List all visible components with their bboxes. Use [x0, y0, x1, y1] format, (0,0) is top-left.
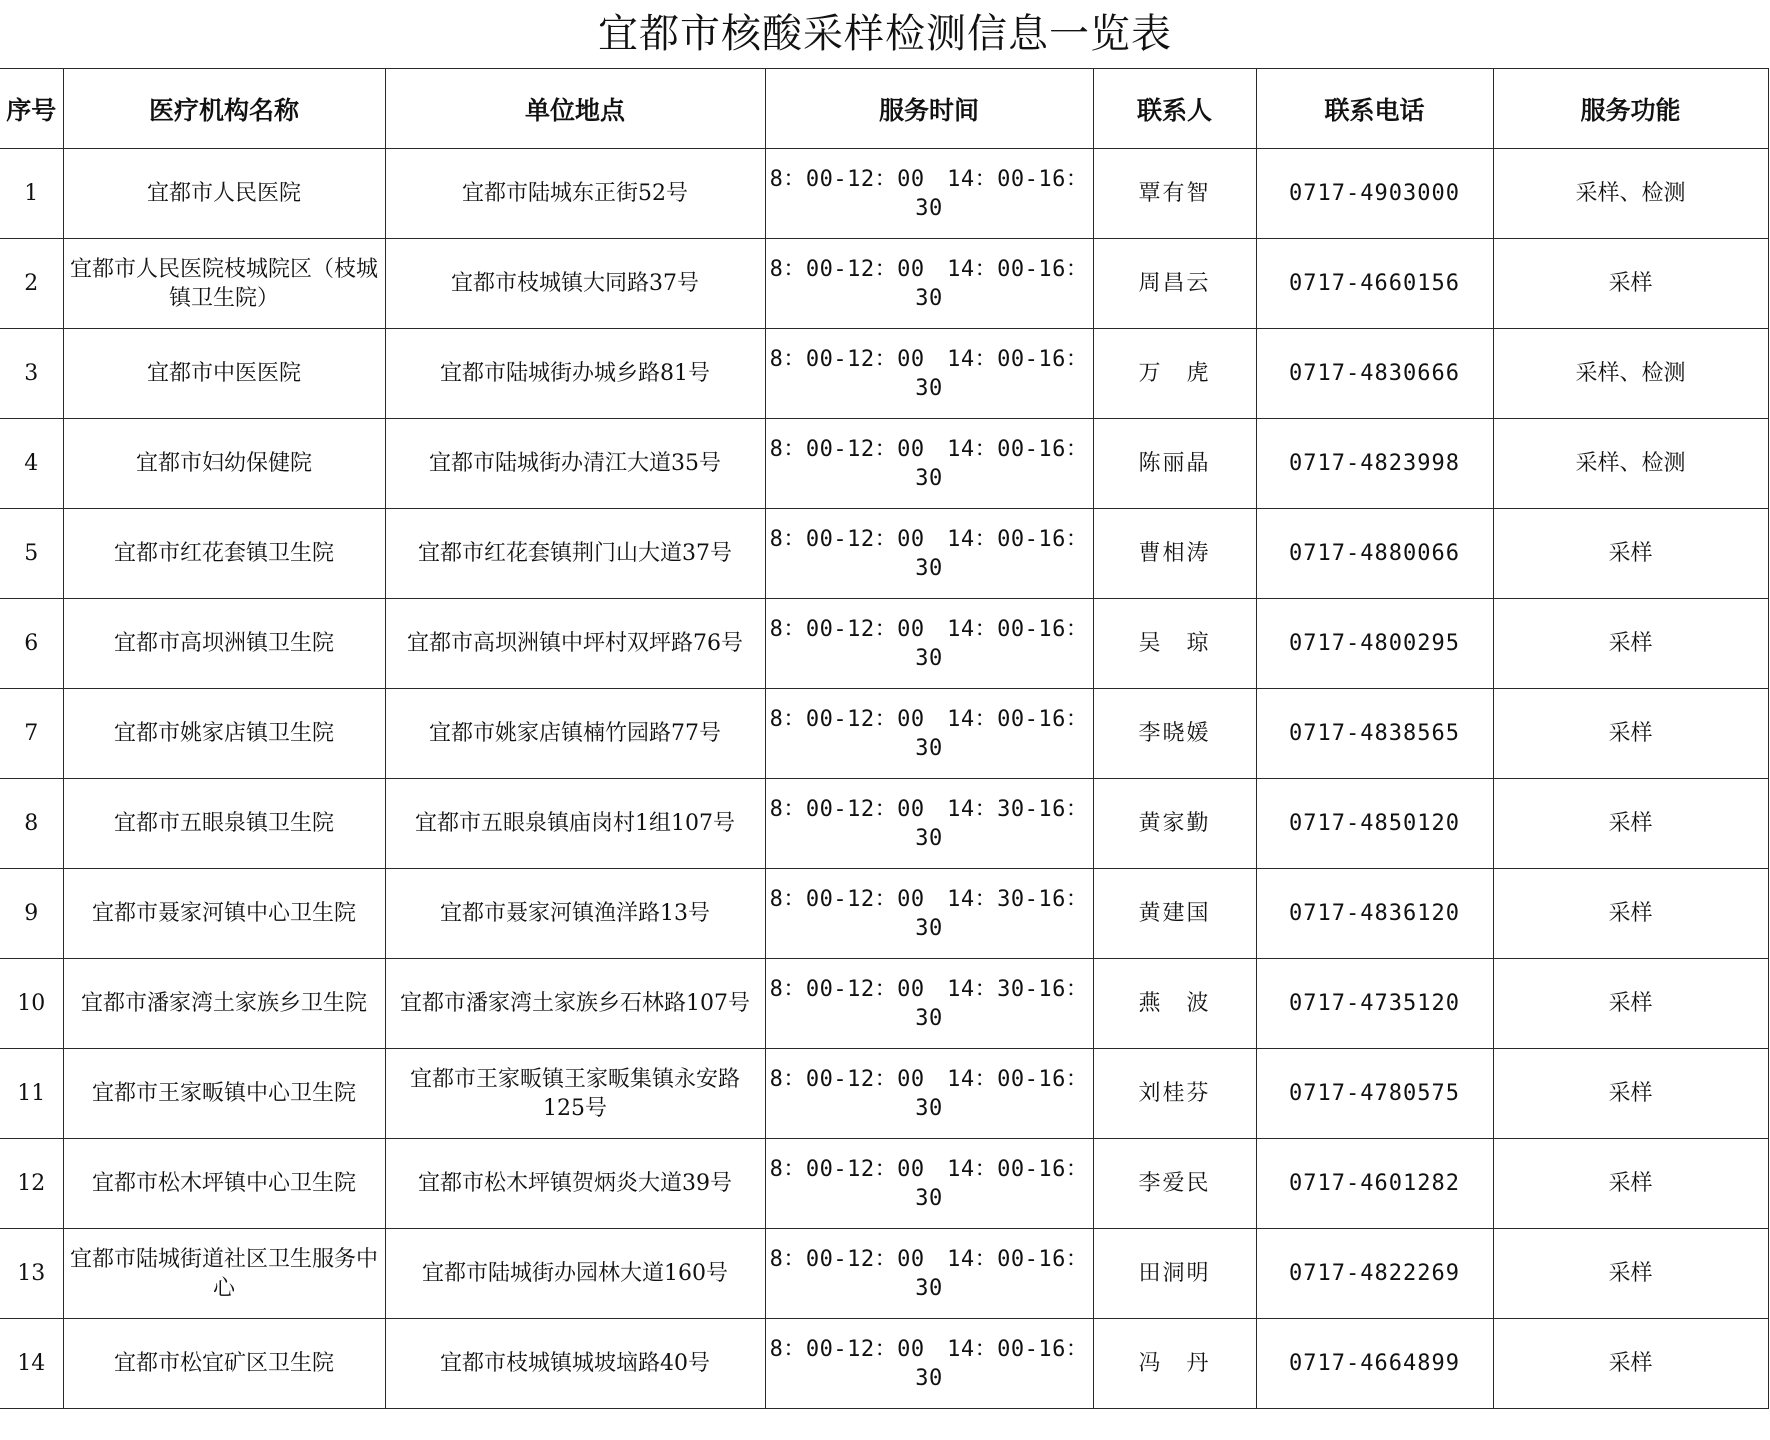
cell-number: 1: [0, 149, 63, 239]
cell-institution-name: 宜都市王家畈镇中心卫生院: [63, 1049, 385, 1139]
sampling-info-table: [0, 68, 1769, 1409]
cell-contact: 万 虎: [1093, 329, 1256, 419]
cell-phone: 0717-4735120: [1256, 959, 1493, 1049]
cell-number: 11: [0, 1049, 63, 1139]
cell-service-function: 采样、检测: [1493, 419, 1768, 509]
table-row: [0, 419, 1768, 509]
cell-number: 9: [0, 869, 63, 959]
cell-service-function: 采样: [1493, 1229, 1768, 1319]
cell-phone: 0717-4664899: [1256, 1319, 1493, 1409]
cell-institution-name: 宜都市人民医院枝城院区（枝城镇卫生院）: [63, 239, 385, 329]
cell-service-function: 采样: [1493, 509, 1768, 599]
cell-number: 14: [0, 1319, 63, 1409]
header-number: 序号: [0, 69, 63, 149]
cell-service-function: 采样、检测: [1493, 329, 1768, 419]
cell-number: 3: [0, 329, 63, 419]
cell-service-function: 采样: [1493, 869, 1768, 959]
cell-number: 7: [0, 689, 63, 779]
cell-service-time: 8：00-12：00 14：00-16：30: [765, 1229, 1093, 1319]
cell-institution-name: 宜都市五眼泉镇卫生院: [63, 779, 385, 869]
cell-institution-name: 宜都市陆城街道社区卫生服务中心: [63, 1229, 385, 1319]
table-row: [0, 599, 1768, 689]
cell-address: 宜都市潘家湾土家族乡石林路107号: [385, 959, 765, 1049]
header-service-function: 服务功能: [1493, 69, 1768, 149]
cell-institution-name: 宜都市人民医院: [63, 149, 385, 239]
page-title: 宜都市核酸采样检测信息一览表: [598, 11, 1172, 57]
table-row: [0, 689, 1768, 779]
cell-service-time: 8：00-12：00 14：00-16：30: [765, 1049, 1093, 1139]
cell-address: 宜都市陆城街办清江大道35号: [385, 419, 765, 509]
table-row: [0, 1319, 1768, 1409]
table-row: [0, 1139, 1768, 1229]
cell-address: 宜都市松木坪镇贺炳炎大道39号: [385, 1139, 765, 1229]
cell-service-function: 采样: [1493, 1319, 1768, 1409]
cell-address: 宜都市高坝洲镇中坪村双坪路76号: [385, 599, 765, 689]
cell-contact: 李晓媛: [1093, 689, 1256, 779]
table-row: [0, 509, 1768, 599]
cell-number: 8: [0, 779, 63, 869]
header-phone: 联系电话: [1256, 69, 1493, 149]
cell-institution-name: 宜都市姚家店镇卫生院: [63, 689, 385, 779]
cell-contact: 燕 波: [1093, 959, 1256, 1049]
cell-contact: 陈丽晶: [1093, 419, 1256, 509]
cell-service-function: 采样: [1493, 1139, 1768, 1229]
cell-contact: 周昌云: [1093, 239, 1256, 329]
cell-institution-name: 宜都市潘家湾土家族乡卫生院: [63, 959, 385, 1049]
cell-contact: 覃有智: [1093, 149, 1256, 239]
cell-service-time: 8：00-12：00 14：00-16：30: [765, 239, 1093, 329]
cell-service-time: 8：00-12：00 14：00-16：30: [765, 1139, 1093, 1229]
cell-institution-name: 宜都市妇幼保健院: [63, 419, 385, 509]
cell-address: 宜都市聂家河镇渔洋路13号: [385, 869, 765, 959]
header-address: 单位地点: [385, 69, 765, 149]
cell-contact: 曹相涛: [1093, 509, 1256, 599]
cell-number: 2: [0, 239, 63, 329]
cell-phone: 0717-4836120: [1256, 869, 1493, 959]
cell-institution-name: 宜都市高坝洲镇卫生院: [63, 599, 385, 689]
cell-service-function: 采样: [1493, 239, 1768, 329]
cell-service-function: 采样: [1493, 959, 1768, 1049]
cell-service-time: 8：00-12：00 14：00-16：30: [765, 149, 1093, 239]
cell-service-function: 采样: [1493, 599, 1768, 689]
cell-number: 4: [0, 419, 63, 509]
cell-service-time: 8：00-12：00 14：00-16：30: [765, 599, 1093, 689]
cell-phone: 0717-4822269: [1256, 1229, 1493, 1319]
cell-contact: 李爱民: [1093, 1139, 1256, 1229]
table-body: [0, 149, 1768, 1409]
cell-service-time: 8：00-12：00 14：30-16：30: [765, 869, 1093, 959]
table-row: [0, 869, 1768, 959]
cell-service-time: 8：00-12：00 14：00-16：30: [765, 419, 1093, 509]
cell-service-function: 采样: [1493, 689, 1768, 779]
cell-institution-name: 宜都市松木坪镇中心卫生院: [63, 1139, 385, 1229]
cell-institution-name: 宜都市红花套镇卫生院: [63, 509, 385, 599]
cell-phone: 0717-4660156: [1256, 239, 1493, 329]
header-contact: 联系人: [1093, 69, 1256, 149]
cell-phone: 0717-4830666: [1256, 329, 1493, 419]
cell-service-function: 采样: [1493, 779, 1768, 869]
cell-address: 宜都市陆城街办城乡路81号: [385, 329, 765, 419]
cell-service-time: 8：00-12：00 14：30-16：30: [765, 959, 1093, 1049]
cell-phone: 0717-4903000: [1256, 149, 1493, 239]
cell-service-function: 采样、检测: [1493, 149, 1768, 239]
cell-number: 13: [0, 1229, 63, 1319]
cell-number: 6: [0, 599, 63, 689]
cell-service-time: 8：00-12：00 14：30-16：30: [765, 779, 1093, 869]
table-row: [0, 779, 1768, 869]
table-row: [0, 149, 1768, 239]
cell-contact: 吴 琼: [1093, 599, 1256, 689]
cell-address: 宜都市五眼泉镇庙岗村1组107号: [385, 779, 765, 869]
header-institution-name: 医疗机构名称: [63, 69, 385, 149]
cell-contact: 黄家勤: [1093, 779, 1256, 869]
cell-service-function: 采样: [1493, 1049, 1768, 1139]
cell-institution-name: 宜都市聂家河镇中心卫生院: [63, 869, 385, 959]
cell-address: 宜都市红花套镇荆门山大道37号: [385, 509, 765, 599]
table-header-row: [0, 69, 1768, 149]
table-row: [0, 1229, 1768, 1319]
cell-address: 宜都市姚家店镇楠竹园路77号: [385, 689, 765, 779]
cell-contact: 田洞明: [1093, 1229, 1256, 1319]
table-row: [0, 329, 1768, 419]
cell-phone: 0717-4601282: [1256, 1139, 1493, 1229]
cell-number: 12: [0, 1139, 63, 1229]
cell-service-time: 8：00-12：00 14：00-16：30: [765, 509, 1093, 599]
cell-institution-name: 宜都市松宜矿区卫生院: [63, 1319, 385, 1409]
cell-service-time: 8：00-12：00 14：00-16：30: [765, 329, 1093, 419]
cell-number: 5: [0, 509, 63, 599]
cell-address: 宜都市陆城街办园林大道160号: [385, 1229, 765, 1319]
cell-phone: 0717-4780575: [1256, 1049, 1493, 1139]
table-row: [0, 1049, 1768, 1139]
cell-phone: 0717-4800295: [1256, 599, 1493, 689]
cell-address: 宜都市陆城东正街52号: [385, 149, 765, 239]
cell-address: 宜都市枝城镇大同路37号: [385, 239, 765, 329]
cell-phone: 0717-4850120: [1256, 779, 1493, 869]
table-row: [0, 959, 1768, 1049]
cell-address: 宜都市王家畈镇王家畈集镇永安路125号: [385, 1049, 765, 1139]
cell-address: 宜都市枝城镇城坡垴路40号: [385, 1319, 765, 1409]
cell-contact: 冯 丹: [1093, 1319, 1256, 1409]
cell-contact: 黄建国: [1093, 869, 1256, 959]
cell-phone: 0717-4823998: [1256, 419, 1493, 509]
header-service-time: 服务时间: [765, 69, 1093, 149]
table-row: [0, 239, 1768, 329]
cell-phone: 0717-4838565: [1256, 689, 1493, 779]
cell-institution-name: 宜都市中医医院: [63, 329, 385, 419]
cell-number: 10: [0, 959, 63, 1049]
cell-service-time: 8：00-12：00 14：00-16：30: [765, 689, 1093, 779]
cell-phone: 0717-4880066: [1256, 509, 1493, 599]
cell-service-time: 8：00-12：00 14：00-16：30: [765, 1319, 1093, 1409]
cell-contact: 刘桂芬: [1093, 1049, 1256, 1139]
